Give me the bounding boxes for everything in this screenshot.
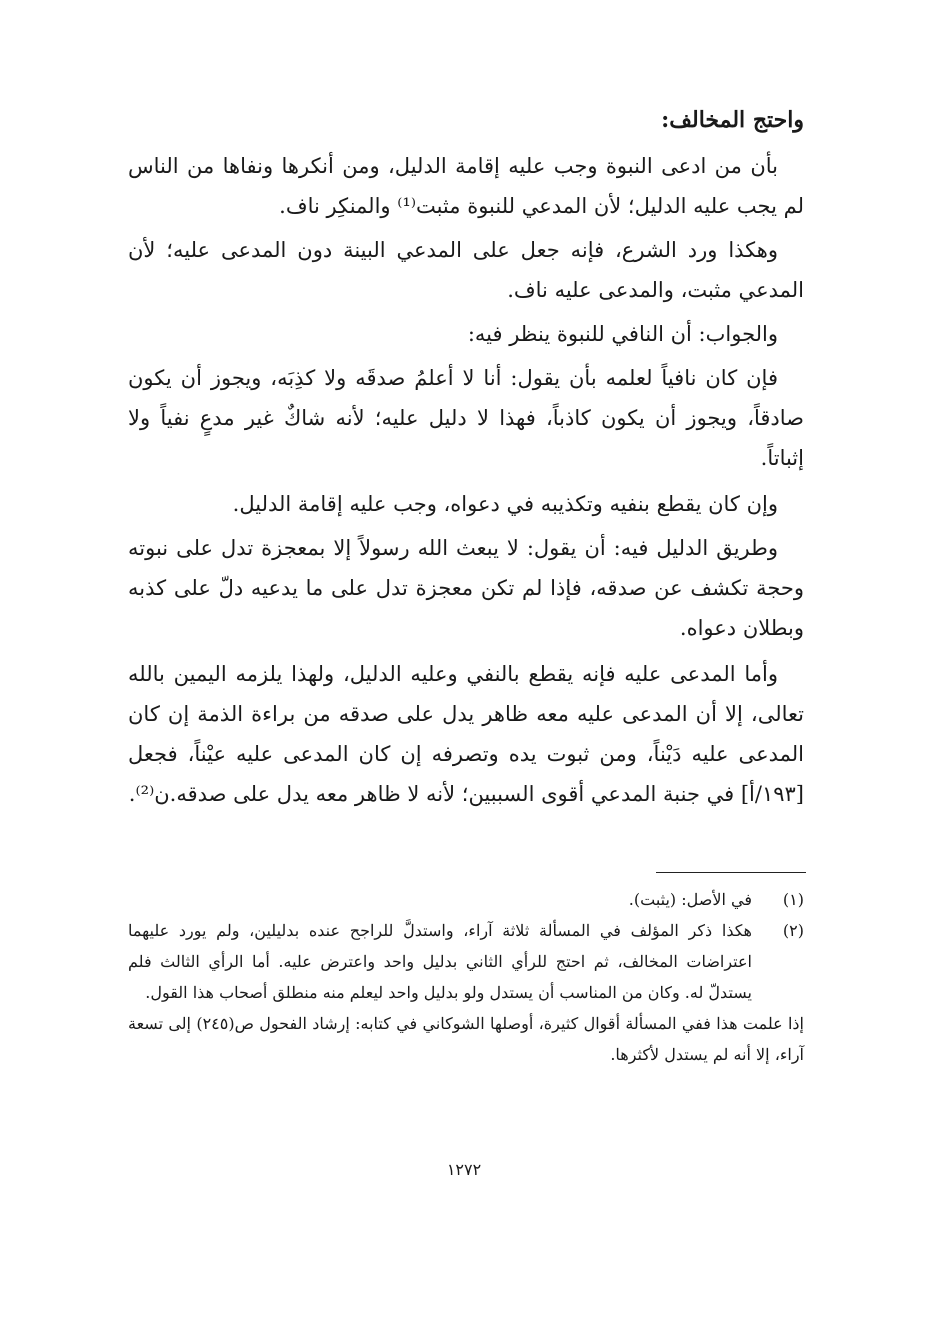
- footnote-separator: [656, 872, 806, 873]
- footnote: [128, 884, 804, 915]
- footnote-text: هكذا ذكر المؤلف في المسألة ثلاثة آراء، واستدلَّ للراجح عنده بدليلين، ولم يورد عليهما اعتراضات المخالف، ثم احتج للرأي الثاني بدليل واحد واعترض عليه. أما الرأي الثالث فلم يستدلّ له. وكان من المناسب أن يستدل ولو بدليل واحد ليعلم منه منطلق أصحاب هذا القول.: [128, 921, 752, 1002]
- paragraph: فإن كان نافياً لعلمه بأن يقول: أنا لا أعلمُ صدقَه ولا كذِبَه، ويجوز أن يكون صادقاً، ويجوز أن يكون كاذباً، فهذا لا دليل عليه؛ لأنه شاكٌ غير مدعٍ نفياً ولا إثباتاً.: [128, 366, 804, 470]
- main-text: [128, 146, 804, 818]
- footnotes: [128, 884, 804, 1070]
- footnote-number: (١): [782, 890, 804, 909]
- paragraph: وأما المدعى عليه فإنه يقطع بالنفي وعليه الدليل، ولهذا يلزمه اليمين بالله تعالى، إلا أن المدعى عليه معه ظاهر يدل على صدقه من براءة الذمة إن كان المدعى عليه دَيْناً، ومن ثبوت يده وتصرفه إن كان المدعى عليه عيْناً، فجعل [١٩٣/أ] في جنبة المدعي أقوى السببين؛ لأنه لا ظاهر معه يدل على صدقه.ن⁽²⁾.: [128, 662, 804, 806]
- paragraph: والجواب: أن النافي للنبوة ينظر فيه:: [467, 322, 778, 346]
- footnote-text: في الأصل: (يثبت).: [628, 890, 752, 909]
- footnote-number: (٢): [782, 921, 804, 940]
- paragraph: بأن من ادعى النبوة وجب عليه إقامة الدليل، ومن أنكرها ونفاها من الناس لم يجب عليه الدليل؛ لأن المدعي للنبوة مثبت⁽¹⁾ والمنكِر ناف.: [128, 154, 804, 218]
- paragraph: وهكذا ورد الشرع، فإنه جعل على المدعي البينة دون المدعى عليه؛ لأن المدعي مثبت، والمدعى عليه ناف.: [128, 238, 804, 302]
- paragraph: وإن كان يقطع بنفيه وتكذيبه في دعواه، وجب عليه إقامة الدليل.: [232, 492, 778, 516]
- page-number: ١٢٧٢: [446, 1160, 482, 1179]
- paragraph: وطريق الدليل فيه: أن يقول: لا يبعث الله رسولاً إلا بمعجزة تدل على نبوته وحجة تكشف عن صدقه، فإذا لم تكن معجزة تدل على ما يدعيه دلّ على كذبه وبطلان دعواه.: [128, 536, 804, 640]
- footnote: [128, 915, 804, 1008]
- footnote-continuation: إذا علمت هذا ففي المسألة أقوال كثيرة، أوصلها الشوكاني في كتابه: إرشاد الفحول ص(٢٤٥) إلى تسعة آراء، إلا أنه لم يستدل لأكثرها.: [128, 1014, 805, 1064]
- section-heading: واحتج المخالف:: [661, 107, 804, 133]
